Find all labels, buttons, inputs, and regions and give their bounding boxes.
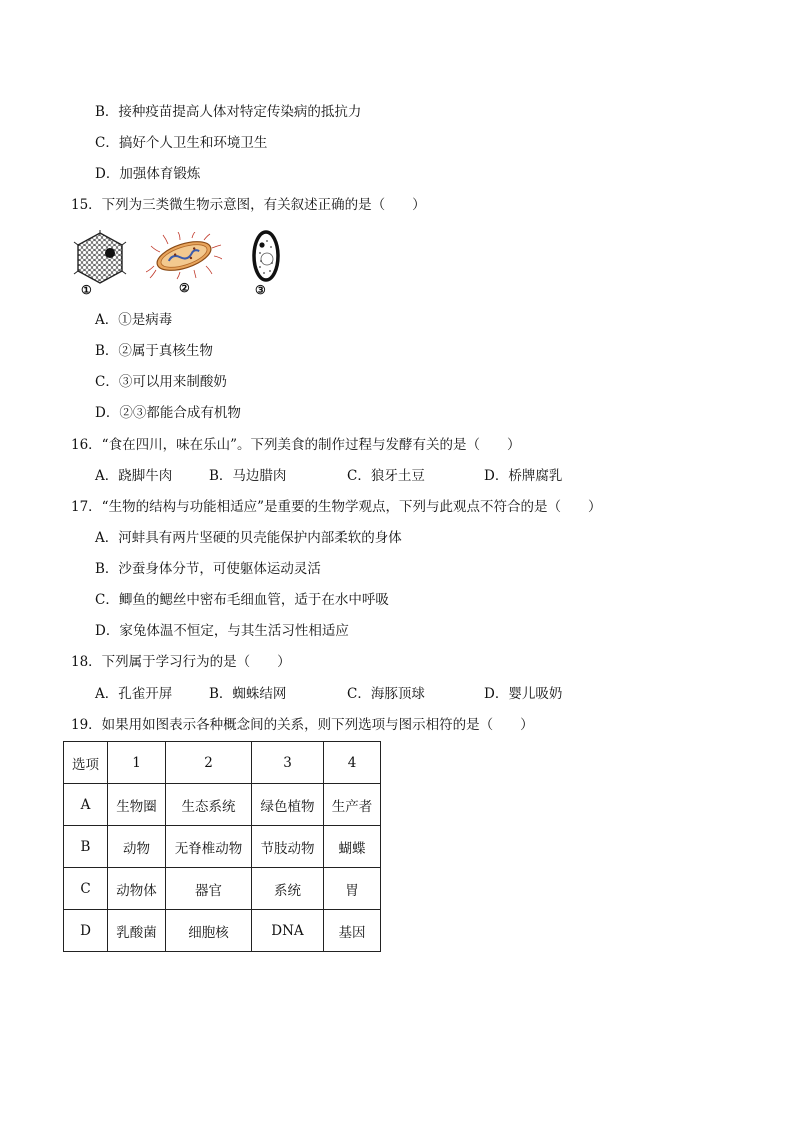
table-cell: C (64, 868, 108, 910)
q18-option-d: D．婴儿吸奶 (484, 686, 563, 702)
table-cell: 蝴蝶 (324, 826, 381, 868)
table-cell: B (64, 826, 108, 868)
table-header-row (64, 742, 381, 784)
table-cell: 动物体 (108, 868, 166, 910)
q18-option-a: A．孔雀开屏 (95, 686, 173, 702)
q16-option-a: A．跷脚牛肉 (95, 468, 173, 484)
table-cell: 器官 (166, 868, 252, 910)
table-header-cell: 2 (166, 742, 252, 784)
q16-option-d: D．桥牌腐乳 (484, 468, 563, 484)
q14-option-b: B．接种疫苗提高人体对特定传染病的抵抗力 (95, 104, 362, 120)
figure-label-3: ③ (255, 283, 266, 297)
bacterium-illustration (146, 232, 222, 280)
table-header-cell: 选项 (64, 742, 108, 784)
concept-table (63, 741, 381, 952)
table-cell: 生态系统 (166, 784, 252, 826)
table-cell: 乳酸菌 (108, 910, 166, 952)
table-cell: 胃 (324, 868, 381, 910)
table-header-cell: 1 (108, 742, 166, 784)
q18-stem: 18．下列属于学习行为的是（ ） (71, 654, 291, 670)
yeast-illustration (252, 229, 280, 283)
q15-option-d: D．②③都能合成有机物 (95, 405, 241, 421)
table-cell: 动物 (108, 826, 166, 868)
q17-option-a: A．河蚌具有两片坚硬的贝壳能保护内部柔软的身体 (95, 530, 402, 546)
q19-stem: 19．如果用如图表示各种概念间的关系，则下列选项与图示相符的是（ ） (71, 717, 534, 733)
table-row (64, 826, 381, 868)
q15-option-b: B．②属于真核生物 (95, 343, 213, 359)
q14-option-c: C．搞好个人卫生和环境卫生 (95, 135, 268, 151)
q17-option-d: D．家兔体温不恒定，与其生活习性相适应 (95, 623, 349, 639)
q16-stem: 16．“食在四川，味在乐山”。下列美食的制作过程与发酵有关的是（ ） (71, 437, 521, 453)
table-cell: DNA (252, 910, 324, 952)
table-header-cell: 4 (324, 742, 381, 784)
q17-stem: 17．“生物的结构与功能相适应”是重要的生物学观点，下列与此观点不符合的是（ ） (71, 499, 602, 515)
q15-stem: 15．下列为三类微生物示意图，有关叙述正确的是（ ） (71, 197, 426, 213)
table-cell: 绿色植物 (252, 784, 324, 826)
q17-option-c: C．鲫鱼的鳃丝中密布毛细血管，适于在水中呼吸 (95, 592, 389, 608)
table-row (64, 868, 381, 910)
q17-option-b: B．沙蚕身体分节，可使躯体运动灵活 (95, 561, 321, 577)
table-row (64, 910, 381, 952)
table-cell: A (64, 784, 108, 826)
table-header-cell: 3 (252, 742, 324, 784)
q16-option-b: B．马边腊肉 (209, 468, 287, 484)
figure-label-1: ① (81, 283, 92, 297)
q15-option-a: A．①是病毒 (95, 312, 173, 328)
q18-option-b: B．蜘蛛结网 (209, 686, 287, 702)
table-cell: 系统 (252, 868, 324, 910)
q18-option-c: C．海豚顶球 (347, 686, 425, 702)
table-cell: 基因 (324, 910, 381, 952)
table-cell: 生物圈 (108, 784, 166, 826)
table-cell: 细胞核 (166, 910, 252, 952)
table-cell: D (64, 910, 108, 952)
q14-option-d: D．加强体育锻炼 (95, 166, 201, 182)
table-cell: 无脊椎动物 (166, 826, 252, 868)
virus-illustration (72, 230, 128, 286)
table-row (64, 784, 381, 826)
table-cell: 生产者 (324, 784, 381, 826)
table-cell: 节肢动物 (252, 826, 324, 868)
q16-option-c: C．狼牙土豆 (347, 468, 425, 484)
figure-label-2: ② (179, 281, 190, 295)
q15-option-c: C．③可以用来制酸奶 (95, 374, 227, 390)
